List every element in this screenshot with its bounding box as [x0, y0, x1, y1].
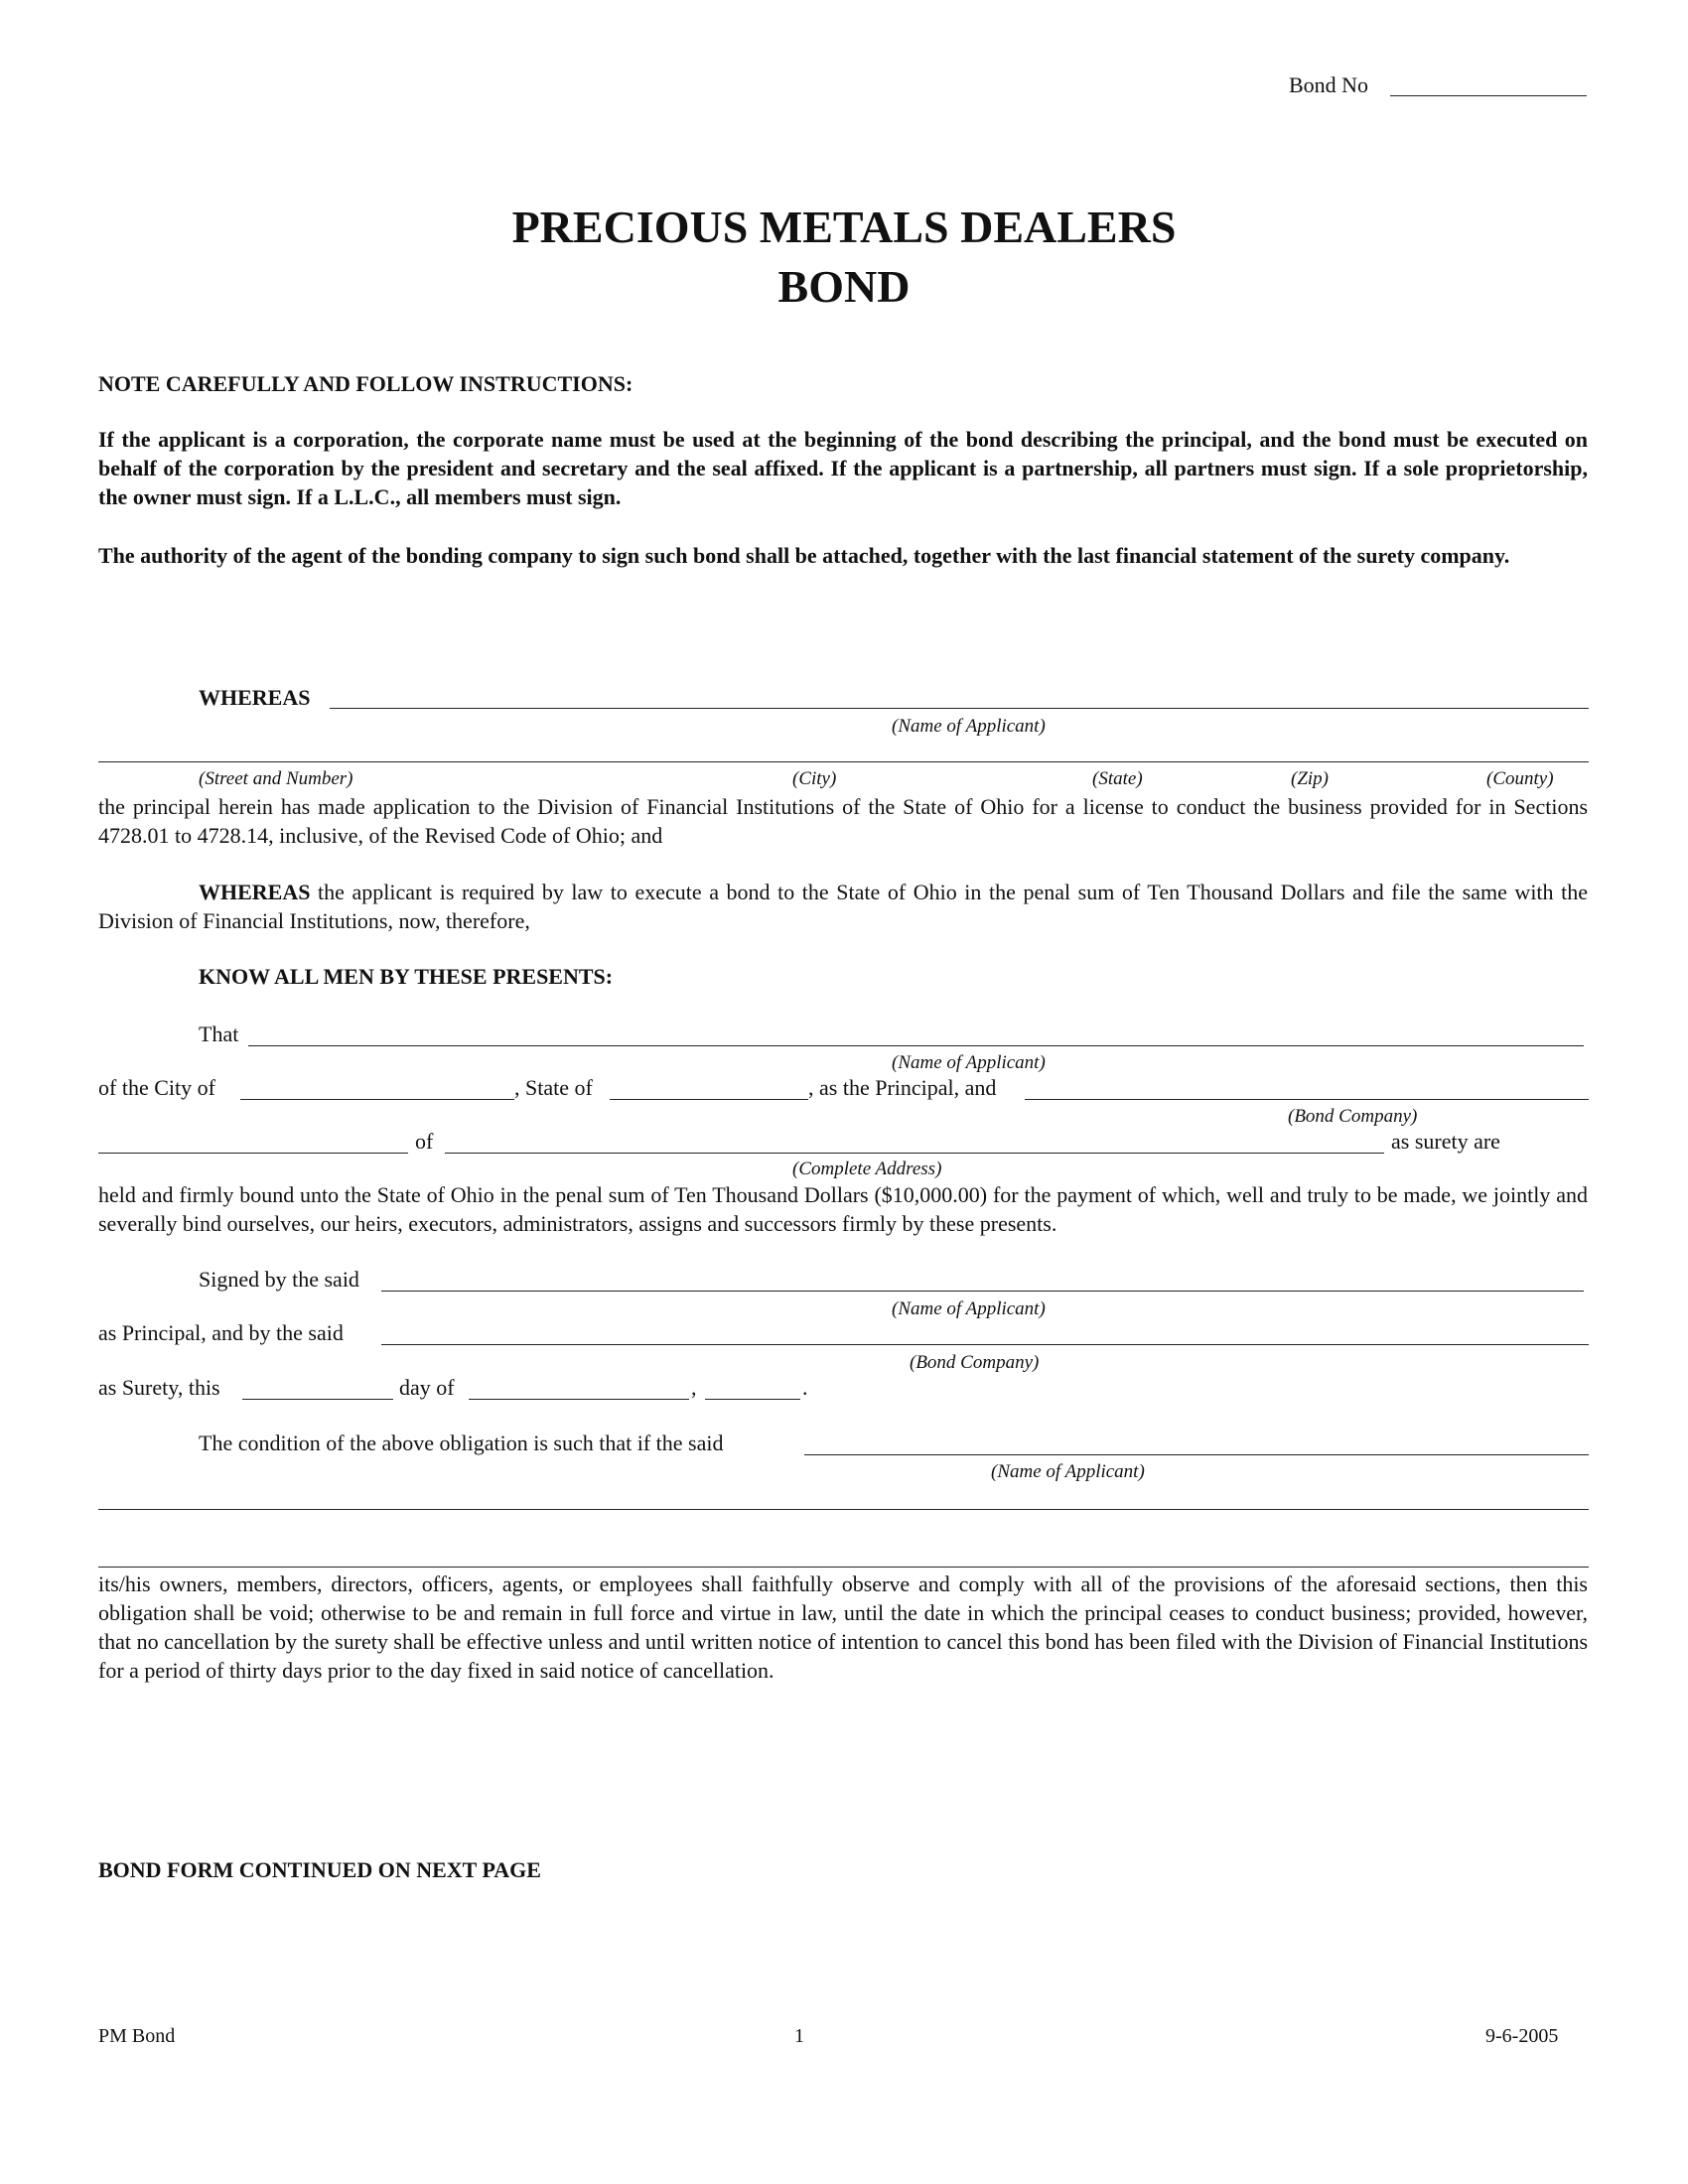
complete-address-caption: (Complete Address)	[792, 1159, 942, 1179]
condition-blank-line-1[interactable]	[98, 1509, 1589, 1510]
that-applicant-caption: (Name of Applicant)	[892, 1052, 1046, 1073]
as-principal-label: , as the Principal, and	[808, 1075, 997, 1100]
bond-company-field[interactable]	[1025, 1099, 1589, 1100]
footer-form-name: PM Bond	[98, 2025, 176, 2047]
bond-no-field[interactable]	[1390, 95, 1587, 96]
bond-no-label: Bond No	[1289, 72, 1369, 97]
whereas-application-text: the principal herein has made application to the Division of Financial Institutions of the State of Ohio for a license to conduct the business provided for in Sections 4728.01 to 4728.14, inclusive, of the Revised Code of Ohio; and	[98, 794, 1588, 848]
that-applicant-field[interactable]	[248, 1045, 1584, 1046]
condition-applicant-field[interactable]	[804, 1454, 1589, 1455]
as-principal-by-label: as Principal, and by the said	[98, 1320, 344, 1345]
whereas-bond-paragraph	[98, 878, 1588, 935]
signed-bond-company-field[interactable]	[381, 1344, 1589, 1345]
complete-address-field[interactable]	[445, 1153, 1384, 1154]
know-all-heading: KNOW ALL MEN BY THESE PRESENTS:	[199, 964, 614, 989]
condition-label: The condition of the above obligation is such that if the said	[199, 1431, 724, 1455]
applicant-name-caption: (Name of Applicant)	[892, 716, 1046, 737]
zip-caption: (Zip)	[1291, 768, 1329, 789]
instructions-heading: NOTE CAREFULLY AND FOLLOW INSTRUCTIONS:	[98, 371, 633, 396]
condition-text: its/his owners, members, directors, officers, agents, or employees shall faithfully observe and comply with all of the provisions of the aforesaid sections, then this obligation shall be void; otherwise to be and remain in full force and virtue in law, until the date in which the principal ceases to conduct business; provided, however, that no cancellation by the surety shall be effective unless and until written notice of intention to cancel this bond has been filed with the Division of Financial Institutions for a period of thirty days prior to the day fixed in said notice of cancellation.	[98, 1571, 1588, 1683]
instructions-paragraph-2: The authority of the agent of the bonding company to sign such bond shall be attached, together with the last financial statement of the surety company.	[98, 543, 1510, 568]
whereas-bond-label: WHEREAS	[199, 880, 311, 904]
street-caption: (Street and Number)	[199, 768, 353, 789]
city-field[interactable]	[240, 1099, 514, 1100]
bond-company-caption: (Bond Company)	[1288, 1106, 1418, 1127]
that-label: That	[199, 1022, 239, 1046]
condition-blank-line-2[interactable]	[98, 1567, 1589, 1568]
applicant-address-field[interactable]	[98, 761, 1589, 762]
month-field[interactable]	[469, 1399, 689, 1400]
state-field[interactable]	[610, 1099, 808, 1100]
as-surety-this-label: as Surety, this	[98, 1375, 220, 1400]
footer-page-number: 1	[794, 2025, 804, 2047]
held-bound-text: held and firmly bound unto the State of Ohio in the penal sum of Ten Thousand Dollars ($10,000.00) for the payment of which, well and truly to be made, we jointly and severally bind ourselves, our heirs, executors, administrators, assigns and successors firmly by these presents.	[98, 1182, 1588, 1236]
of-label: of	[415, 1129, 434, 1154]
surety-location-field[interactable]	[98, 1153, 408, 1154]
instructions-paragraph-1: If the applicant is a corporation, the corporate name must be used at the beginning of the bond describing the principal, and the bond must be executed on behalf of the corporation by the president and secretary and the seal affixed. If the applicant is a partnership, all partners must sign. If a sole proprietorship, the owner must sign. If a L.L.C., all members must sign.	[98, 427, 1588, 509]
condition-applicant-caption: (Name of Applicant)	[991, 1461, 1145, 1482]
date-period: .	[802, 1375, 808, 1400]
title-line-1: PRECIOUS METALS DEALERS	[511, 202, 1177, 252]
footer-date: 9-6-2005	[1485, 2025, 1559, 2047]
county-caption: (County)	[1486, 768, 1554, 789]
state-of-label: , State of	[514, 1075, 593, 1100]
signed-applicant-field[interactable]	[381, 1291, 1584, 1292]
signed-by-label: Signed by the said	[199, 1267, 359, 1292]
as-surety-label: as surety are	[1391, 1129, 1500, 1154]
day-field[interactable]	[242, 1399, 393, 1400]
signed-applicant-caption: (Name of Applicant)	[892, 1298, 1046, 1319]
day-of-label: day of	[399, 1375, 455, 1400]
signed-bond-company-caption: (Bond Company)	[910, 1352, 1040, 1373]
city-of-label: of the City of	[98, 1075, 215, 1100]
whereas-bond-text: the applicant is required by law to execute a bond to the State of Ohio in the penal sum of Ten Thousand Dollars and file the same with the Division of Financial Institutions, now, therefore,	[98, 880, 1588, 933]
year-field[interactable]	[705, 1399, 800, 1400]
title-line-2: BOND	[777, 261, 911, 312]
date-comma: ,	[691, 1375, 697, 1400]
applicant-name-field[interactable]	[330, 708, 1589, 709]
city-caption: (City)	[792, 768, 837, 789]
continued-notice: BOND FORM CONTINUED ON NEXT PAGE	[98, 1857, 541, 1882]
whereas-label: WHEREAS	[199, 685, 311, 710]
state-caption: (State)	[1092, 768, 1143, 789]
